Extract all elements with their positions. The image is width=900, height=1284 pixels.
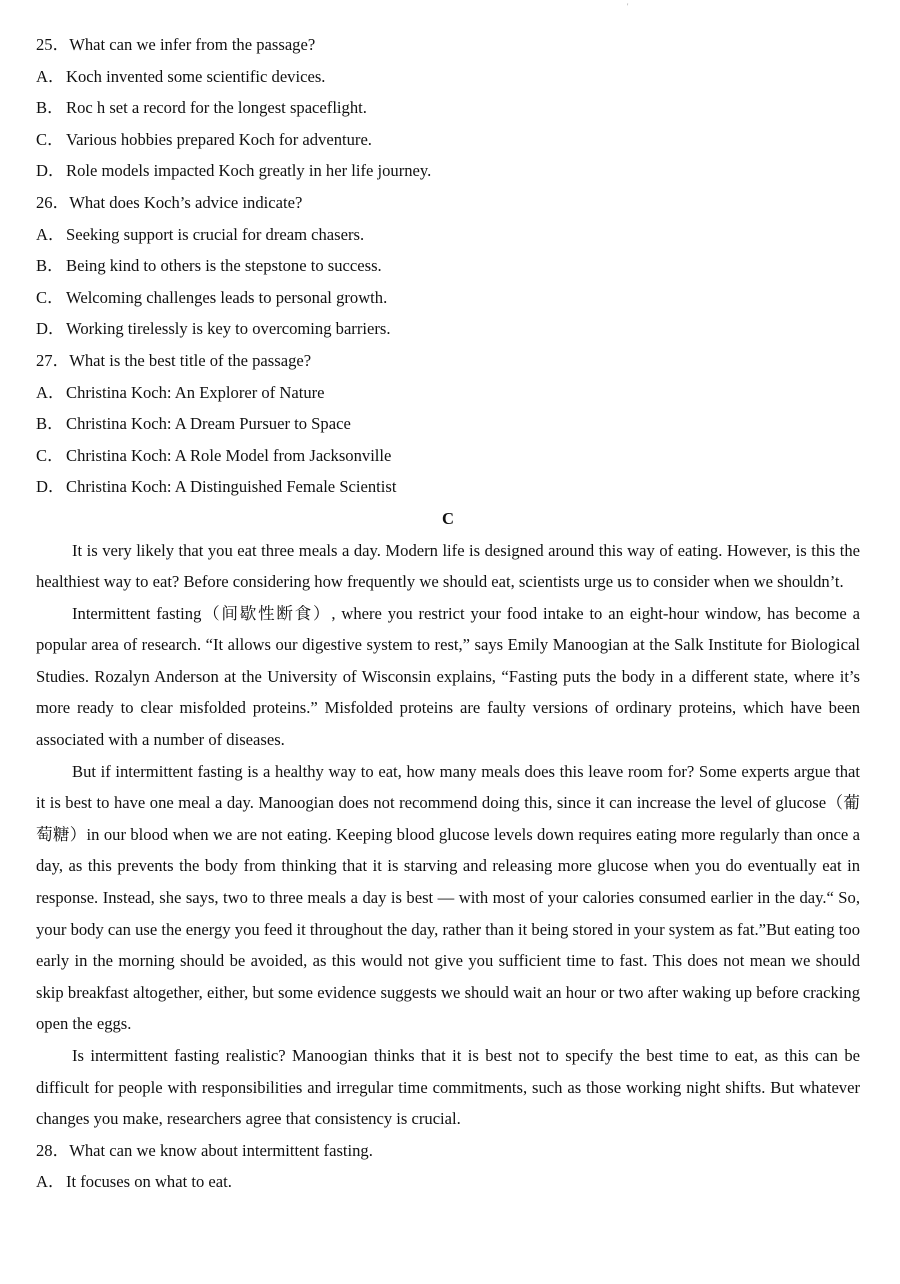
question-number: 27．	[36, 350, 70, 370]
option-text: Welcoming challenges leads to personal growth.	[66, 287, 388, 307]
option-d	[36, 313, 860, 345]
option-text: Christina Koch: A Dream Pursuer to Space	[66, 414, 351, 434]
option-text: Christina Koch: An Explorer of Nature	[66, 382, 325, 402]
question-number: 28．	[36, 1140, 70, 1160]
option-text: Christina Koch: A Role Model from Jacksonville	[66, 445, 392, 465]
option-text: Being kind to others is the stepstone to success.	[66, 256, 382, 276]
option-c	[36, 440, 860, 472]
option-text: Seeking support is crucial for dream chasers.	[66, 224, 365, 244]
question-number: 25．	[36, 35, 70, 54]
question-text: What is the best title of the passage?	[69, 350, 312, 370]
passage-paragraph: Intermittent fasting（间歇性断食）, where you restrict your food intake to an eight-hour window, has become a popular area of research. “It allows our digestive system to rest,” says Emily Manoogian at the Salk Institute for Biological Studies. Rozalyn Anderson at the University of Wisconsin explains, “Fasting puts the body in a different state, where it’s more ready to clear misfolded proteins.” Misfolded proteins are faulty versions of ordinary proteins, which have been associated with a number of diseases.	[36, 603, 860, 750]
option-letter: D．	[36, 161, 65, 181]
option-text: It focuses on what to eat.	[66, 1172, 232, 1192]
option-letter: A．	[36, 1172, 65, 1192]
option-letter: C．	[36, 287, 64, 307]
option-c	[36, 124, 860, 156]
option-text: Koch invented some scientific devices.	[66, 66, 326, 86]
option-a	[36, 61, 860, 93]
question-number: 26．	[36, 192, 70, 212]
section-title: C	[442, 508, 454, 528]
option-letter: A．	[36, 66, 65, 86]
option-a	[36, 219, 860, 251]
question-text: What can we know about intermittent fasting.	[69, 1140, 373, 1160]
option-letter: A．	[36, 382, 65, 402]
question-text: What can we infer from the passage?	[69, 35, 316, 54]
option-letter: D．	[36, 477, 65, 497]
corner-mark: '	[627, 2, 629, 11]
option-letter: B．	[36, 256, 64, 276]
option-a	[36, 1166, 860, 1198]
option-b	[36, 92, 860, 124]
option-text: Working tirelessly is key to overcoming barriers.	[66, 319, 391, 339]
option-letter: C．	[36, 129, 64, 149]
option-b	[36, 408, 860, 440]
option-text: Roc h set a record for the longest spaceflight.	[66, 98, 367, 118]
exam-page	[36, 29, 860, 1198]
option-letter: A．	[36, 224, 65, 244]
question-25	[36, 29, 860, 61]
option-c	[36, 282, 860, 314]
option-a	[36, 377, 860, 409]
option-d	[36, 471, 860, 503]
passage-paragraph: Is intermittent fasting realistic? Manoogian thinks that it is best not to specify the best time to eat, as this can be difficult for people with responsibilities and irregular time commitments, such as those working night shifts. But whatever changes you make, researchers agree that consistency is crucial.	[36, 1046, 860, 1129]
option-letter: B．	[36, 98, 64, 118]
option-b	[36, 250, 860, 282]
passage-paragraph: It is very likely that you eat three meals a day. Modern life is designed around this way of eating. However, is this the healthiest way to eat? Before considering how frequently we should eat, scientists urge us to consider when we shouldn’t.	[36, 540, 860, 592]
option-text: Christina Koch: A Distinguished Female Scientist	[66, 477, 397, 497]
passage-paragraph: But if intermittent fasting is a healthy way to eat, how many meals does this leave room for? Some experts argue that it is best to have one meal a day. Manoogian does not recommend doing this, since it can increase the level of glucose（葡萄糖）in our blood when we are not eating. Keeping blood glucose levels down requires eating more regularly than once a day, as this prevents the body from thinking that it is starving and releasing more glucose when you do eventually eat in response. Instead, she says, two to three meals a day is best — with most of your calories consumed earlier in the day.“ So, your body can use the energy you feed it throughout the day, rather than it being stored in your system as fat.”But eating too early in the morning should be avoided, as this would not give you sufficient time to fast. This does not mean we should skip breakfast altogether, either, but some evidence suggests we should wait an hour or two after waking up before cracking open the eggs.	[36, 761, 860, 1034]
option-text: Role models impacted Koch greatly in her life journey.	[66, 161, 432, 181]
question-27	[36, 345, 860, 377]
question-text: What does Koch’s advice indicate?	[69, 192, 303, 212]
option-letter: D．	[36, 319, 65, 339]
option-letter: B．	[36, 414, 64, 434]
option-d	[36, 155, 860, 187]
question-26	[36, 187, 860, 219]
option-letter: C．	[36, 445, 64, 465]
option-text: Various hobbies prepared Koch for adventure.	[66, 129, 372, 149]
question-28	[36, 1135, 860, 1167]
